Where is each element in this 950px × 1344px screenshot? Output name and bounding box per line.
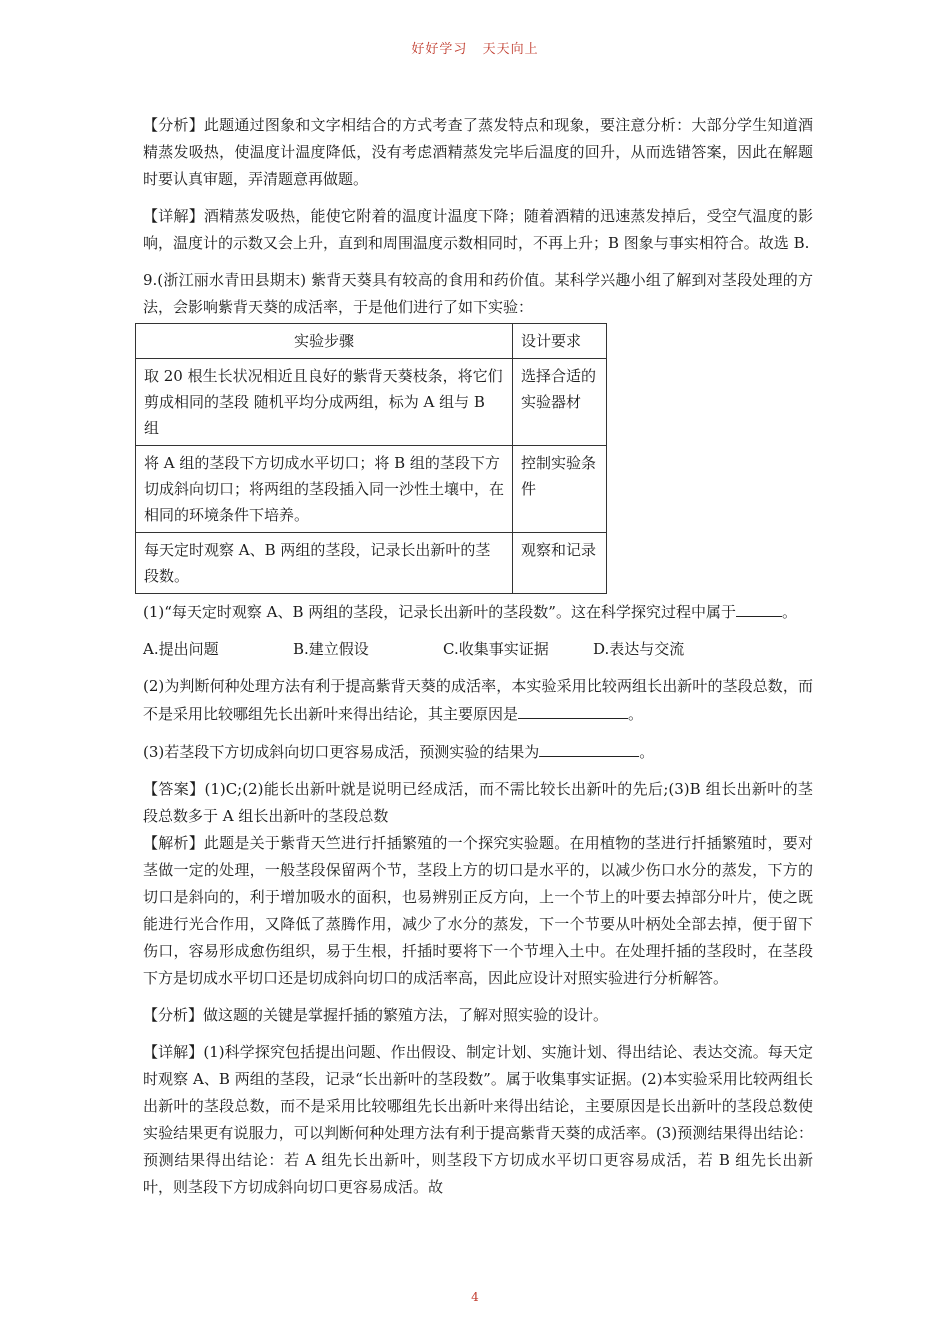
table-cell: 将 A 组的茎段下方切成水平切口；将 B 组的茎段下方切成斜向切口；将两组的茎段插入同一沙性土壤中，在相同的环境条件下培养。: [136, 446, 513, 533]
answer-blank: [518, 700, 628, 719]
table-header-row: [136, 324, 607, 359]
question-9-stem: 9.(浙江丽水青田县期末) 紫背天葵具有较高的食用和药价值。某科学兴趣小组了解到对茎段处理的方法，会影响紫背天葵的成活率，于是他们进行了如下实验：: [143, 271, 813, 316]
answer-blank: [539, 738, 639, 757]
analysis-paragraph-prev: 【分析】此题通过图象和文字相结合的方式考查了蒸发特点和现象，要注意分析：大部分学生知道酒精蒸发吸热，使温度计温度降低，没有考虑酒精蒸发完毕后温度的回升，从而选错答案，因此在解题时要认真审题，弄清题意再做题。: [143, 116, 813, 188]
table-row: [136, 446, 607, 533]
table-cell: 每天定时观察 A、B 两组的茎段，记录长出新叶的茎段数。: [136, 533, 513, 594]
experiment-table: [135, 323, 607, 594]
table-row: [136, 359, 607, 446]
explanation-paragraph: 【解析】此题是关于紫背天竺进行扦插繁殖的一个探究实验题。在用植物的茎进行扦插繁殖时，要对茎做一定的处理，一般茎段保留两个节，茎段上方的切口是水平的，以减少伤口水分的蒸发，下方的切口是斜向的，利于增加吸水的面积，也易辨别正反方向，上一个节上的叶要去掉部分叶片，使之既能进行光合作用，又降低了蒸腾作用，减少了水分的蒸发，下一个节要从叶柄处全部去掉，便于留下伤口，容易形成愈伤组织，易于生根，扦插时要将下一个节埋入土中。在处理扦插的茎段时，在茎段下方是切成水平切口还是切成斜向切口的成活率高，因此应设计对照实验进行分析解答。: [143, 834, 813, 987]
table-cell: 控制实验条件: [513, 446, 607, 533]
page-header: [0, 38, 950, 57]
table-header-steps: 实验步骤: [136, 324, 513, 359]
detail-paragraph-prev: 【详解】酒精蒸发吸热，能使它附着的温度计温度下降；随着酒精的迅速蒸发掉后，受空气温度的影响，温度计的示数又会上升，直到和周围温度示数相同时，不再上升；B 图象与事实相符合。故选 B.: [143, 207, 813, 252]
header-motto-right: 天天向上: [482, 42, 539, 57]
document-body: [143, 112, 813, 1211]
option-c: C.收集事实证据: [443, 640, 549, 658]
answer-blank: [736, 598, 782, 617]
sub-question-2-text: (2)为判断何种处理方法有利于提高紫背天葵的成活率，本实验采用比较两组长出新叶的茎段总数，而不是采用比较哪组先长出新叶来得出结论，其主要原因是: [143, 677, 813, 723]
page-number: 4: [471, 1290, 479, 1304]
sub-question-3: [143, 738, 813, 766]
answer-paragraph: 【答案】(1)C;(2)能长出新叶就是说明已经成活，而不需比较长出新叶的先后;(3)B 组长出新叶的茎段总数多于 A 组长出新叶的茎段总数: [143, 780, 813, 825]
sub-question-2-end: 。: [628, 705, 644, 723]
analysis-paragraph: 【分析】做这题的关键是掌握扦插的繁殖方法，了解对照实验的设计。: [143, 1006, 609, 1024]
option-d: D.表达与交流: [593, 640, 685, 658]
detail-paragraph: 【详解】(1)科学探究包括提出问题、作出假设、制定计划、实施计划、得出结论、表达交流。每天定时观察 A、B 两组的茎段，记录“长出新叶的茎段数”。属于收集事实证据。(2)本实验采用比较两组长出新叶的茎段总数，而不是采用比较哪组先长出新叶来得出结论，主要原因是长出新叶的茎段总数使实验结果更有说服力，可以判断何种处理方法有利于提高紫背天葵的成活率。(3)预测结果得出结论：预测结果得出结论：若 A 组先长出新叶，则茎段下方切成水平切口更容易成活，若 B 组先长出新叶，则茎段下方切成斜向切口更容易成活。故: [143, 1043, 813, 1196]
option-a: A.提出问题: [143, 640, 219, 658]
table-cell: 取 20 根生长状况相近且良好的紫背天葵枝条，将它们剪成相同的茎段 随机平均分成两组，标为 A 组与 B 组: [136, 359, 513, 446]
option-b: B.建立假设: [293, 640, 369, 658]
table-cell: 观察和记录: [513, 533, 607, 594]
options-row: [143, 636, 813, 663]
table-row: [136, 533, 607, 594]
sub-question-1: [143, 598, 813, 626]
sub-question-1-end: 。: [781, 603, 797, 621]
header-motto-left: 好好学习: [411, 42, 468, 57]
sub-question-1-text: (1)“每天定时观察 A、B 两组的茎段，记录长出新叶的茎段数”。这在科学探究过程中属于: [143, 603, 736, 621]
sub-question-2: [143, 673, 813, 728]
table-cell: 选择合适的实验器材: [513, 359, 607, 446]
sub-question-3-text: (3)若茎段下方切成斜向切口更容易成活，预测实验的结果为: [143, 743, 540, 761]
sub-question-3-end: 。: [639, 743, 655, 761]
table-header-requirements: 设计要求: [513, 324, 607, 359]
